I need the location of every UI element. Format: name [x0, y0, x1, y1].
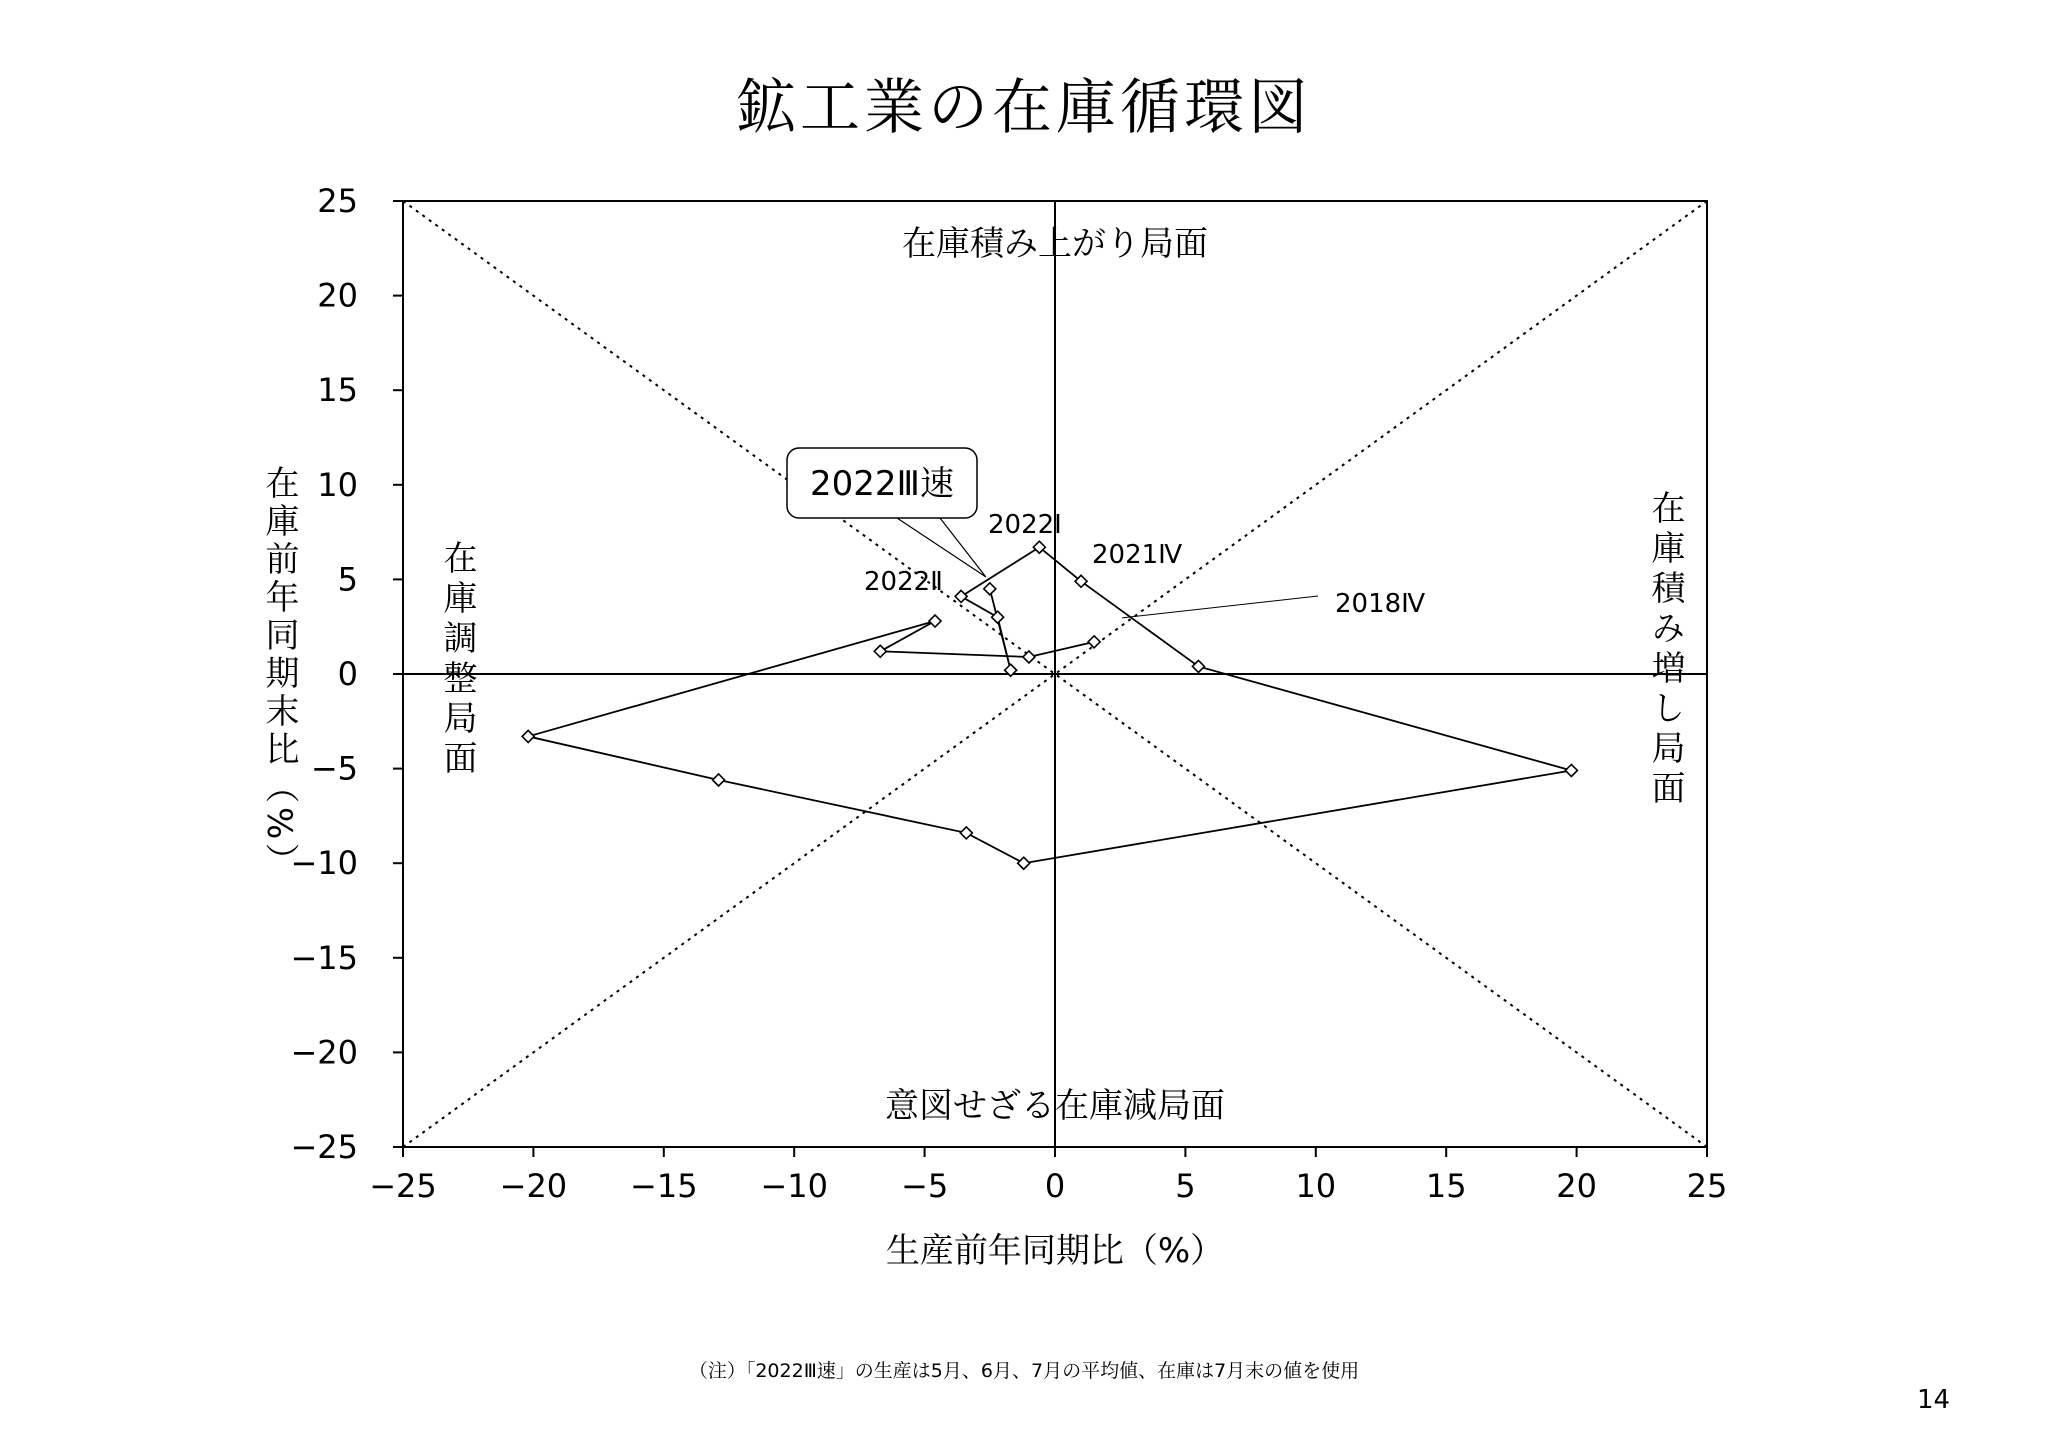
data-point — [929, 615, 941, 627]
quadrant-label-top: 在庫積み上がり局面 — [902, 224, 1208, 264]
x-tick-label: −20 — [499, 1167, 568, 1205]
x-axis-label: 生産前年同期比（%） — [885, 1231, 1225, 1271]
data-point — [984, 583, 996, 595]
annotations — [787, 448, 1425, 619]
y-tick-label: −20 — [290, 1033, 358, 1072]
page-number: 14 — [1917, 1385, 1951, 1415]
y-tick-label: 5 — [337, 560, 358, 599]
x-tick-label: 20 — [1556, 1167, 1597, 1205]
quadrant-label-bottom: 意図せざる在庫減局面 — [885, 1086, 1225, 1126]
y-tick-label: −5 — [310, 749, 358, 788]
quadrant-label-left: 在庫調整局面 — [437, 540, 477, 780]
y-tick-label: −10 — [290, 844, 358, 883]
x-tick-label: 0 — [1044, 1167, 1066, 1205]
data-point — [713, 774, 725, 786]
y-tick-label: 10 — [317, 465, 358, 504]
x-tick-label: −5 — [901, 1167, 949, 1205]
point-label: 2021Ⅳ — [1092, 540, 1183, 570]
x-tick-label: −10 — [760, 1167, 828, 1205]
y-tick-label: 0 — [337, 655, 358, 693]
data-point — [522, 730, 534, 742]
y-tick-label: 20 — [317, 276, 358, 315]
y-tick-label: −25 — [290, 1128, 358, 1166]
point-label: 2018Ⅳ — [1335, 589, 1426, 619]
x-tick-label: 25 — [1686, 1167, 1728, 1205]
label-leader-line — [1122, 596, 1318, 618]
x-tick-label: −15 — [630, 1167, 698, 1205]
quadrant-label-right: 在庫積み増し局面 — [1645, 490, 1685, 810]
data-point — [960, 827, 972, 839]
ticks — [290, 182, 1727, 1205]
data-point — [1565, 764, 1577, 776]
data-point — [955, 590, 967, 602]
x-tick-label: 10 — [1295, 1167, 1337, 1205]
data-point — [874, 645, 886, 657]
y-tick-label: 15 — [317, 371, 358, 410]
x-tick-label: 15 — [1425, 1167, 1467, 1205]
y-tick-label: 25 — [317, 182, 358, 220]
callout-label: 2022Ⅲ速 — [810, 464, 954, 504]
x-tick-label: 5 — [1175, 1167, 1196, 1205]
data-point — [1088, 636, 1100, 648]
data-point — [1192, 660, 1204, 672]
y-axis-label: 在庫前年同期末比（%） — [259, 465, 299, 882]
point-label: 2022Ⅱ — [864, 567, 943, 597]
data-point — [992, 611, 1004, 623]
point-label: 2022Ⅰ — [988, 510, 1062, 540]
chart-title: 鉱工業の在庫循環図 — [736, 73, 1312, 143]
data-point — [1018, 857, 1030, 869]
footnote: （注）「2022Ⅲ速」の生産は5月、6月、7月の平均値、在庫は7月末の値を使用 — [688, 1360, 1360, 1382]
y-tick-label: −15 — [290, 938, 358, 977]
x-tick-label: −25 — [369, 1167, 437, 1205]
